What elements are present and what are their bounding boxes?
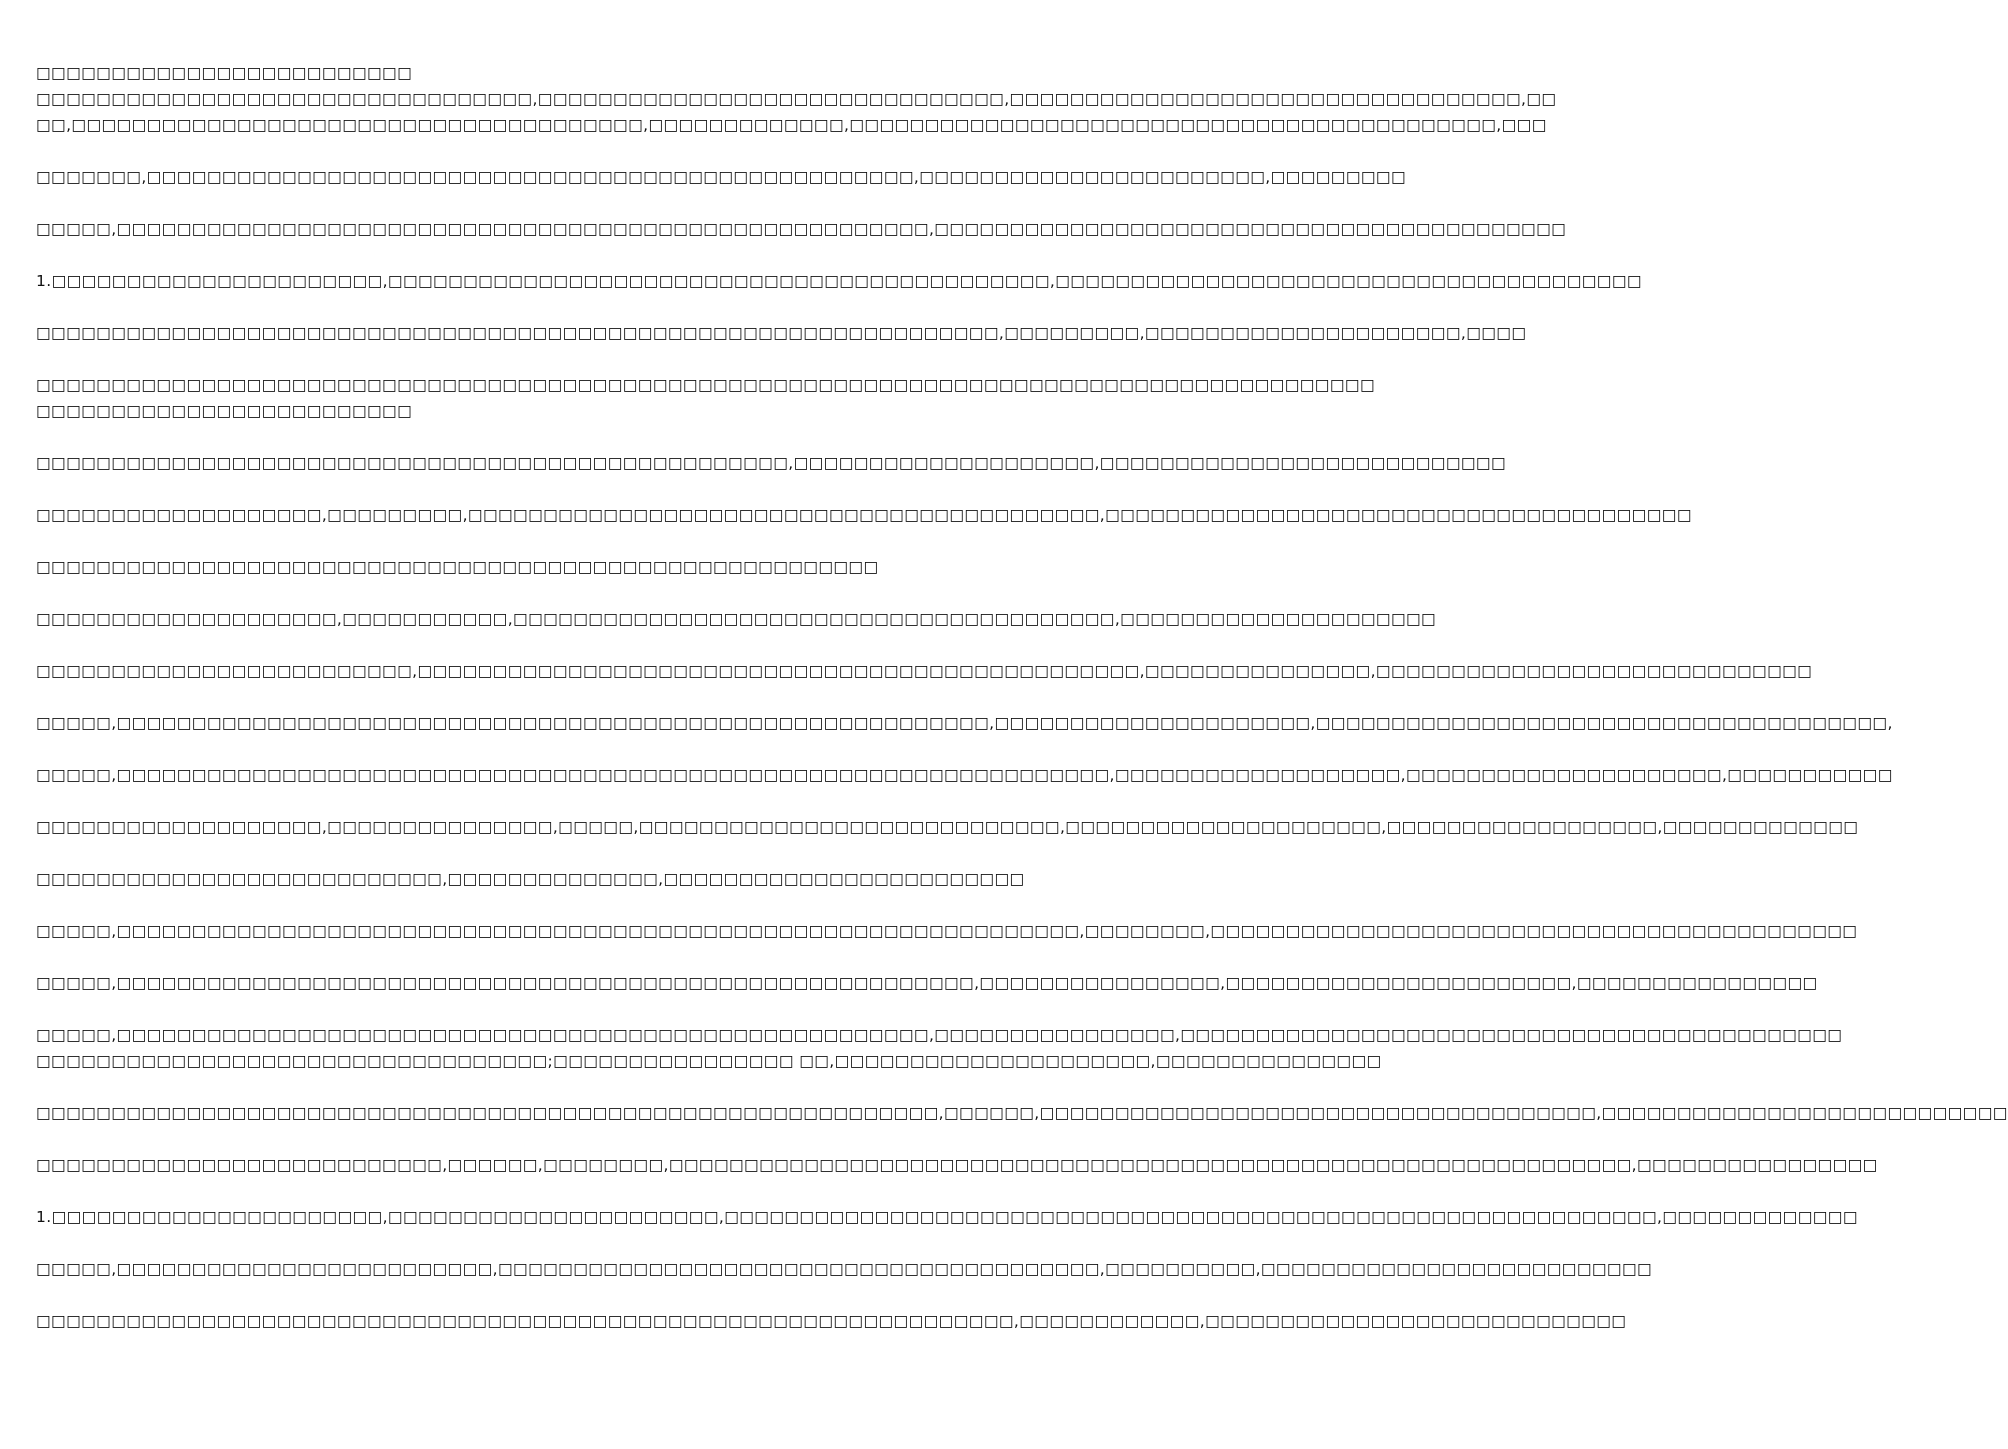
paragraph-gap (36, 736, 988, 762)
paragraph-gap (36, 788, 988, 814)
paragraph (36, 164, 1407, 190)
paragraph-line: □□□□□□□□□□□□□□□□□□□□□□□□□,□□□□□□□□□□□□□□□□□□□□□□□□□□□□□□□□□□□□□□□□□□□□□□□□,□□□□□□□□□□□□□□□,□□□□□□□□□□□□□□□□□□□□□□□□□□□□□ (36, 662, 1813, 680)
paragraph-line: □□□□□□□□□□□□□□□□□□□□□□□□□□□,□□□□□□□□□□□□□□,□□□□□□□□□□□□□□□□□□□□□□□□ (36, 870, 1025, 888)
paragraph-line: □□□□□□□□□□□□□□□□□□□□□□□□□□□□□□□□□□□□□□□□□□□□□□□□□□□□□□□□□□□□,□□□□□□,□□□□□□□□□□□□□□□□□□□□□□□□□□□□□□□□□□□□□,□□□□□□□□□□□□□□□□□□□□□□□□□□□ (36, 1104, 2008, 1122)
paragraph-line: □□□□□,□□□□□□□□□□□□□□□□□□□□□□□□□□□□□□□□□□□□□□□□□□□□□□□□□□□□□□□□□□□□□□□□□□,□□□□□□□□□□□□□□□□□□□,□□□□□□□□□□□□□□□□□□□□□,□□□□□□□□□□□ (36, 766, 1893, 784)
paragraph-line: □□□□□,□□□□□□□□□□□□□□□□□□□□□□□□□□□□□□□□□□□□□□□□□□□□□□□□□□□□□□,□□□□□□□□□□□□□□□□,□□□□□□□□□□□□□□□□□□□□□□□□□□□□□□□□□□□□□□□□□□□□ (36, 1026, 1843, 1044)
paragraph-gap (36, 1230, 988, 1256)
paragraph-gap (36, 892, 988, 918)
paragraph-gap (36, 1282, 988, 1308)
paragraph-gap (36, 580, 988, 606)
paragraph-line: □□□□□,□□□□□□□□□□□□□□□□□□□□□□□□□,□□□□□□□□□□□□□□□□□□□□□□□□□□□□□□□□□□□□□□□□,□□□□□□□□□□,□□□□□□□□□□□□□□□□□□□□□□□□□□ (36, 1260, 1653, 1278)
paragraph-gap (36, 1074, 988, 1100)
paragraph-line: □□□□□□□□□□□□□□□□□□□□□□□□□□□□□□□□□□□□□□□□□□□□□□□□□□□□□□□□ (36, 558, 879, 576)
paragraph (36, 970, 1818, 996)
paragraph-line: □□□□□□□□□□□□□□□□□□□□□□□□□□□□□□□□□□□□□□□□□□□□□□□□□□□□□□□□□□□□□□□□,□□□□□□□□□,□□□□□□□□□□□□□□□□□□□□□,□□□□ (36, 324, 1527, 342)
paragraph-gap (36, 476, 988, 502)
paragraph-gap (36, 424, 988, 450)
paragraph-line: □□□□□□□□□□□□□□□□□□□,□□□□□□□□□□□□□□□,□□□□□,□□□□□□□□□□□□□□□□□□□□□□□□□□□□,□□□□□□□□□□□□□□□□□□□□□,□□□□□□□□□□□□□□□□□□,□□□□□□□□□□□□□ (36, 818, 1859, 836)
paragraph-gap (36, 190, 988, 216)
paragraph (36, 502, 1692, 528)
paragraph-line: □□□□□□□□□□□□□□□□□□□,□□□□□□□□□,□□□□□□□□□□□□□□□□□□□□□□□□□□□□□□□□□□□□□□□□□□,□□□□□□□□□□□□□□□□□□□□□□□□□□□□□□□□□□□□□□□ (36, 506, 1692, 524)
paragraph-line: 1.□□□□□□□□□□□□□□□□□□□□□□,□□□□□□□□□□□□□□□□□□□□□□□□□□□□□□□□□□□□□□□□□□□□,□□□□□□□□□□□□□□□□□□□□□□□□□□□□□□□□□□□□□□□ (36, 272, 1642, 290)
paragraph-gap (36, 632, 988, 658)
paragraph (36, 866, 1025, 892)
paragraph (36, 216, 1567, 242)
paragraph (36, 450, 1506, 476)
paragraph-line: □□□□□□□□□□□□□□□□□□□□□□□□□□□□□□□□□□;□□□□□□□□□□□□□□□□ □□,□□□□□□□□□□□□□□□□□□□□□,□□□□□□□□□□□□□□□ (36, 1052, 1382, 1070)
paragraph-gap (36, 242, 988, 268)
paragraph-line: □□□□□□□□□□□□□□□□□□□□□□□□□□□□□□□□□□□□□□□□□□□□□□□□□□□□□□□□□□□□□□□□□,□□□□□□□□□□□□,□□□□□□□□□□□□□□□□□□□□□□□□□□□□ (36, 1312, 1627, 1330)
paragraph-gap (36, 528, 988, 554)
paragraph-line: □□,□□□□□□□□□□□□□□□□□□□□□□□□□□□□□□□□□□□□□□,□□□□□□□□□□□□□,□□□□□□□□□□□□□□□□□□□□□□□□□□□□□□□□□□□□□□□□□□□,□□□ (36, 116, 1547, 134)
paragraph-line: □□□□□,□□□□□□□□□□□□□□□□□□□□□□□□□□□□□□□□□□□□□□□□□□□□□□□□□□□□□□,□□□□□□□□□□□□□□□□□□□□□□□□□□□□□□□□□□□□□□□□□□ (36, 220, 1567, 238)
paragraph-gap (36, 996, 988, 1022)
paragraph-line: □□□□□□□□□□□□□□□□□□□□,□□□□□□□□□□□,□□□□□□□□□□□□□□□□□□□□□□□□□□□□□□□□□□□□□□□□,□□□□□□□□□□□□□□□□□□□□□ (36, 610, 1437, 628)
paragraph-gap (36, 840, 988, 866)
paragraph (36, 710, 1893, 736)
paragraph (36, 1308, 1627, 1334)
paragraph-gap (36, 684, 988, 710)
paragraph (36, 1152, 1878, 1178)
paragraph-gap (36, 944, 988, 970)
paragraph (36, 1204, 1858, 1230)
paragraph (36, 814, 1859, 840)
paragraph (36, 86, 1557, 138)
document-body (36, 60, 2008, 1334)
paragraph-line: □□□□□□□□□□□□□□□□□□□□□□□□□□□,□□□□□□,□□□□□□□□,□□□□□□□□□□□□□□□□□□□□□□□□□□□□□□□□□□□□□□□□□□□□□□□□□□□□□□□□□□□□□□□□,□□□□□□□□□□□□□□□□ (36, 1156, 1878, 1174)
paragraph (36, 1256, 1653, 1282)
paragraph (36, 1022, 1843, 1074)
paragraph-gap (36, 346, 988, 372)
paragraph (36, 372, 1375, 424)
paragraph (36, 762, 1893, 788)
paragraph-line: □□□□□□□,□□□□□□□□□□□□□□□□□□□□□□□□□□□□□□□□□□□□□□□□□□□□□□□□□□□,□□□□□□□□□□□□□□□□□□□□□□□,□□□□□□□□□ (36, 168, 1407, 186)
paragraph (36, 658, 1813, 684)
paragraph-gap (36, 1126, 988, 1152)
paragraph-line: □□□□□□□□□□□□□□□□□□□□□□□□□□□□□□□□□□□□□□□□□□□□□□□□□□,□□□□□□□□□□□□□□□□□□□□,□□□□□□□□□□□□□□□□□□□□□□□□□□□ (36, 454, 1506, 472)
paragraph-gap (36, 294, 988, 320)
paragraph-gap (36, 1178, 988, 1204)
paragraph-line: □□□□□,□□□□□□□□□□□□□□□□□□□□□□□□□□□□□□□□□□□□□□□□□□□□□□□□□□□□□□□□□,□□□□□□□□□□□□□□□□,□□□□□□□□□□□□□□□□□□□□□□□,□□□□□□□□□□□□□□□□ (36, 974, 1818, 992)
paragraph-list (36, 86, 2008, 1334)
paragraph-gap (36, 138, 988, 164)
paragraph-line: □□□□□□□□□□□□□□□□□□□□□□□□□□□□□□□□□□□□□□□□□□□□□□□□□□□□□□□□□□□□□□□□□□□□□□□□□□□□□□□□□□□□□□□□□ (36, 376, 1375, 394)
paragraph (36, 918, 1858, 944)
paragraph (36, 268, 1642, 294)
paragraph (36, 606, 1437, 632)
paragraph (36, 320, 1527, 346)
paragraph (36, 554, 988, 580)
document-title: □□□□□□□□□□□□□□□□□□□□□□□□□ (36, 64, 413, 82)
paragraph-line: □□□□□,□□□□□□□□□□□□□□□□□□□□□□□□□□□□□□□□□□□□□□□□□□□□□□□□□□□□□□□□□□□□□□□□,□□□□□□□□,□□□□□□□□□□□□□□□□□□□□□□□□□□□□□□□□□□□□□□□□□□□ (36, 922, 1858, 940)
paragraph-line: □□□□□□□□□□□□□□□□□□□□□□□□□□□□□□□□□,□□□□□□□□□□□□□□□□□□□□□□□□□□□□□□□,□□□□□□□□□□□□□□□□□□□□□□□□□□□□□□□□□□,□□ (36, 90, 1557, 108)
paragraph-line: 1.□□□□□□□□□□□□□□□□□□□□□□,□□□□□□□□□□□□□□□□□□□□□□,□□□□□□□□□□□□□□□□□□□□□□□□□□□□□□□□□□□□□□□□□□□□□□□□□□□□□□□□□□□□□□,□□□□□□□□□□□□□ (36, 1208, 1858, 1226)
paragraph-line: □□□□□□□□□□□□□□□□□□□□□□□□□ (36, 402, 413, 420)
paragraph-line: □□□□□,□□□□□□□□□□□□□□□□□□□□□□□□□□□□□□□□□□□□□□□□□□□□□□□□□□□□□□□□□□,□□□□□□□□□□□□□□□□□□□□□,□□□□□□□□□□□□□□□□□□□□□□□□□□□□□□□□□□□□□□, (36, 714, 1893, 732)
paragraph (36, 1100, 2008, 1126)
